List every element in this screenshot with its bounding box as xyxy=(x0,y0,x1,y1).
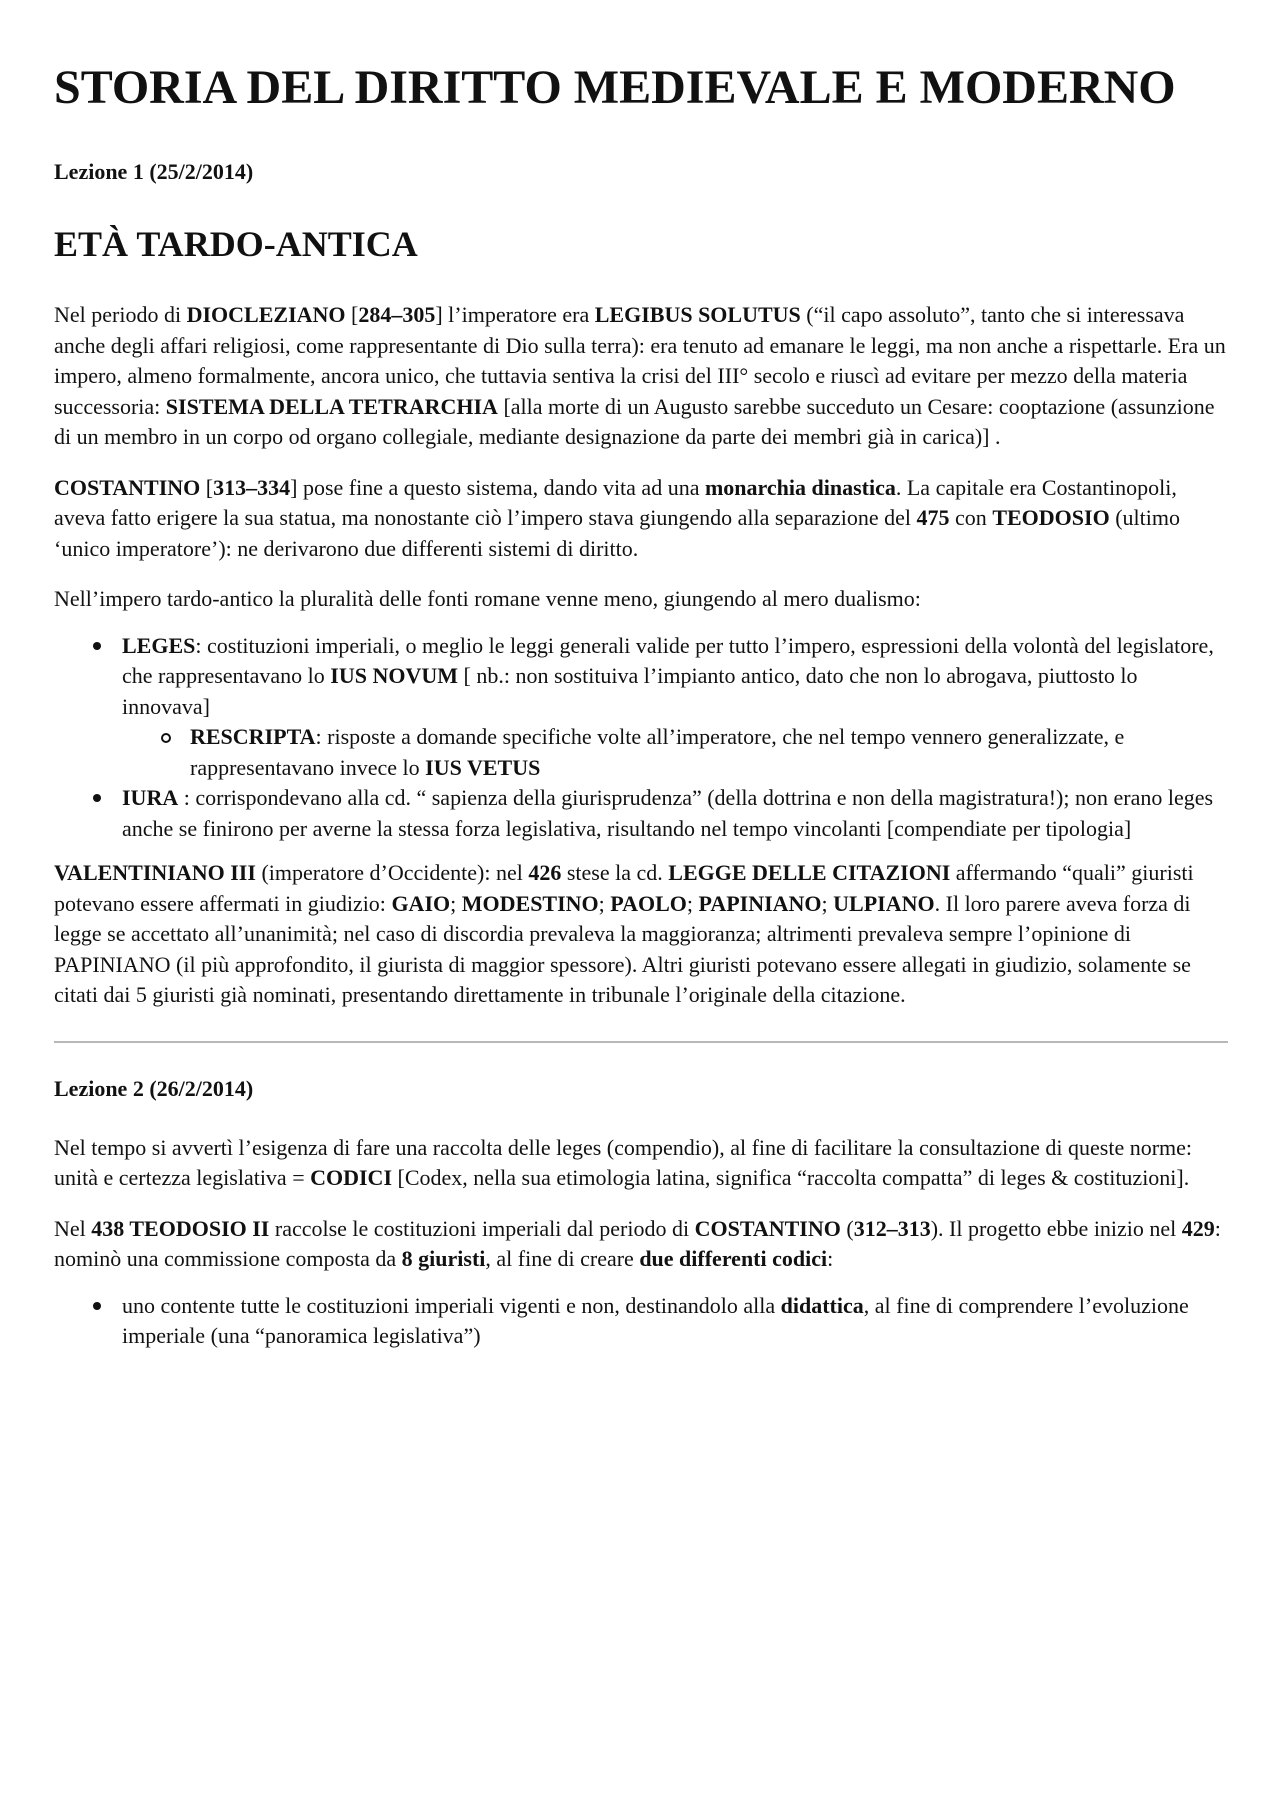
bold-term: 429 xyxy=(1181,1215,1215,1241)
bold-term: MODESTINO xyxy=(461,890,599,916)
bold-term: DIOCLEZIANO xyxy=(186,302,346,327)
bold-term: COSTANTINO xyxy=(54,474,201,500)
sub-list xyxy=(122,722,1228,783)
bold-term: 312–313 xyxy=(853,1215,931,1241)
list-item-text: RESCRIPTA: risposte a domande specifiche volte all’imperatore, che nel tempo vennero generalizzate, e rappresentavano invece lo IUS VETUS xyxy=(190,724,1125,780)
circle-bullet-icon xyxy=(161,733,171,743)
bold-term: 438 TEODOSIO II xyxy=(91,1215,270,1241)
bold-term: SISTEMA DELLA TETRARCHIA xyxy=(165,393,498,419)
list-item xyxy=(122,631,1228,784)
bullet-icon xyxy=(93,1302,101,1310)
bold-term: ULPIANO xyxy=(833,890,935,916)
document-title: STORIA DEL DIRITTO MEDIEVALE E MODERNO xyxy=(54,61,1176,114)
paragraph: Nel periodo di DIOCLEZIANO [284–305] l’imperatore era LEGIBUS SOLUTUS (“il capo assoluto”, tanto che si interessava anche degli affari religiosi, come rappresentante di Dio sulla terra): era tenuto ad emanare le leggi, ma non anche a rispettarle. Era un impero, almeno formalmente, ancora unico, che tuttavia sentiva la crisi del III° secolo e riuscì ad evitare per mezzo della materia successoria: SISTEMA DELLA TETRARCHIA [alla morte di un Augusto sarebbe succeduto un Cesare: cooptazione (assunzione di un membro in un corpo od organo collegiale, mediante designazione da parte dei membri già in carica)] . xyxy=(54,302,1226,449)
lesson-1-heading: Lezione 1 (25/2/2014) xyxy=(54,159,254,184)
bold-term: 426 xyxy=(528,860,562,885)
bold-term: IUS VETUS xyxy=(425,754,541,780)
bold-term: 284–305 xyxy=(358,302,436,327)
bullet-icon xyxy=(93,642,101,650)
bold-term: due differenti codici xyxy=(639,1246,828,1271)
bold-term: RESCRIPTA xyxy=(190,724,316,749)
bold-term: GAIO xyxy=(391,890,451,916)
lesson-2-heading: Lezione 2 (26/2/2014) xyxy=(54,1075,254,1101)
bold-term: LEGIBUS SOLUTUS xyxy=(594,302,801,327)
list-item xyxy=(122,783,1228,844)
section-title: ETÀ TARDO-ANTICA xyxy=(54,224,418,264)
codes-list xyxy=(54,1291,1228,1352)
list-item-text: uno contente tutte le costituzioni imperiali vigenti e non, destinandolo alla didattica, al fine di comprendere l’evoluzione imperiale (una “panoramica legislativa”) xyxy=(122,1292,1189,1348)
list-item-text: IURA : corrispondevano alla cd. “ sapienza della giurisprudenza” (della dottrina e non della magistratura!); non erano leges anche se finirono per averne la stessa forza legislativa, risultando nel tempo vincolanti [compendiate per tipologia] xyxy=(122,785,1214,841)
paragraph: Nel 438 TEODOSIO II raccolse le costituzioni imperiali dal periodo di COSTANTINO (312–313). Il progetto ebbe inizio nel 429: nominò una commissione composta da 8 giuristi, al fine di creare due differenti codici: xyxy=(54,1215,1221,1271)
bold-term: 313–334 xyxy=(213,474,291,500)
bold-term: monarchia dinastica xyxy=(704,474,896,500)
bold-term: 475 xyxy=(916,505,950,530)
bullet-icon xyxy=(93,794,101,802)
paragraph: Nell’impero tardo-antico la pluralità delle fonti romane venne meno, giungendo al mero dualismo: xyxy=(54,586,921,611)
bold-term: COSTANTINO xyxy=(694,1215,841,1241)
bold-term: didattica xyxy=(780,1292,864,1318)
bold-term: PAOLO xyxy=(610,890,687,916)
bold-term: VALENTINIANO III xyxy=(54,860,256,885)
list-item xyxy=(122,1291,1228,1352)
bold-term: LEGGE DELLE CITAZIONI xyxy=(668,860,951,885)
bold-term: TEODOSIO xyxy=(992,505,1110,530)
bold-term: CODICI xyxy=(310,1165,393,1190)
list-item-text: LEGES: costituzioni imperiali, o meglio le leggi generali valide per tutto l’impero, espressioni della volontà del legislatore, che rappresentavano lo IUS NOVUM [ nb.: non sostituiva l’impianto antico, dato che non lo abrogava, piuttosto lo innovava] xyxy=(122,632,1214,719)
bold-term: IURA xyxy=(122,785,179,810)
paragraph: COSTANTINO [313–334] pose fine a questo sistema, dando vita ad una monarchia dinastica. La capitale era Costantinopoli, aveva fatto erigere la sua statua, ma nonostante ciò l’impero stava giungendo alla separazione del 475 con TEODOSIO (ultimo ‘unico imperatore’): ne derivarono due differenti sistemi di diritto. xyxy=(54,474,1180,561)
bold-term: LEGES xyxy=(122,632,196,658)
sources-list xyxy=(54,631,1228,845)
bold-term: PAPINIANO xyxy=(698,890,822,916)
divider xyxy=(54,1041,1228,1043)
paragraph: Nel tempo si avvertì l’esigenza di fare una raccolta delle leges (compendio), al fine di facilitare la consultazione di queste norme: unità e certezza legislativa = CODICI [Codex, nella sua etimologia latina, significa “raccolta compatta” di leges & costituzioni]. xyxy=(54,1134,1193,1190)
paragraph: VALENTINIANO III (imperatore d’Occidente): nel 426 stese la cd. LEGGE DELLE CITAZIONI affermando “quali” giuristi potevano essere affermati in giudizio: GAIO; MODESTINO; PAOLO; PAPINIANO; ULPIANO. Il loro parere aveva forza di legge se accettato all’unanimità; nel caso di discordia prevaleva la maggioranza; altrimenti prevaleva sempre l’opinione di PAPINIANO (il più approfondito, il giurista di maggior spessore). Altri giuristi potevano essere allegati in giudizio, solamente se citati dai 5 giuristi già nominati, presentando direttamente in tribunale l’originale della citazione. xyxy=(54,860,1194,1007)
bold-term: IUS NOVUM xyxy=(330,663,459,688)
list-item xyxy=(190,722,1228,783)
bold-term: 8 giuristi xyxy=(401,1246,486,1271)
